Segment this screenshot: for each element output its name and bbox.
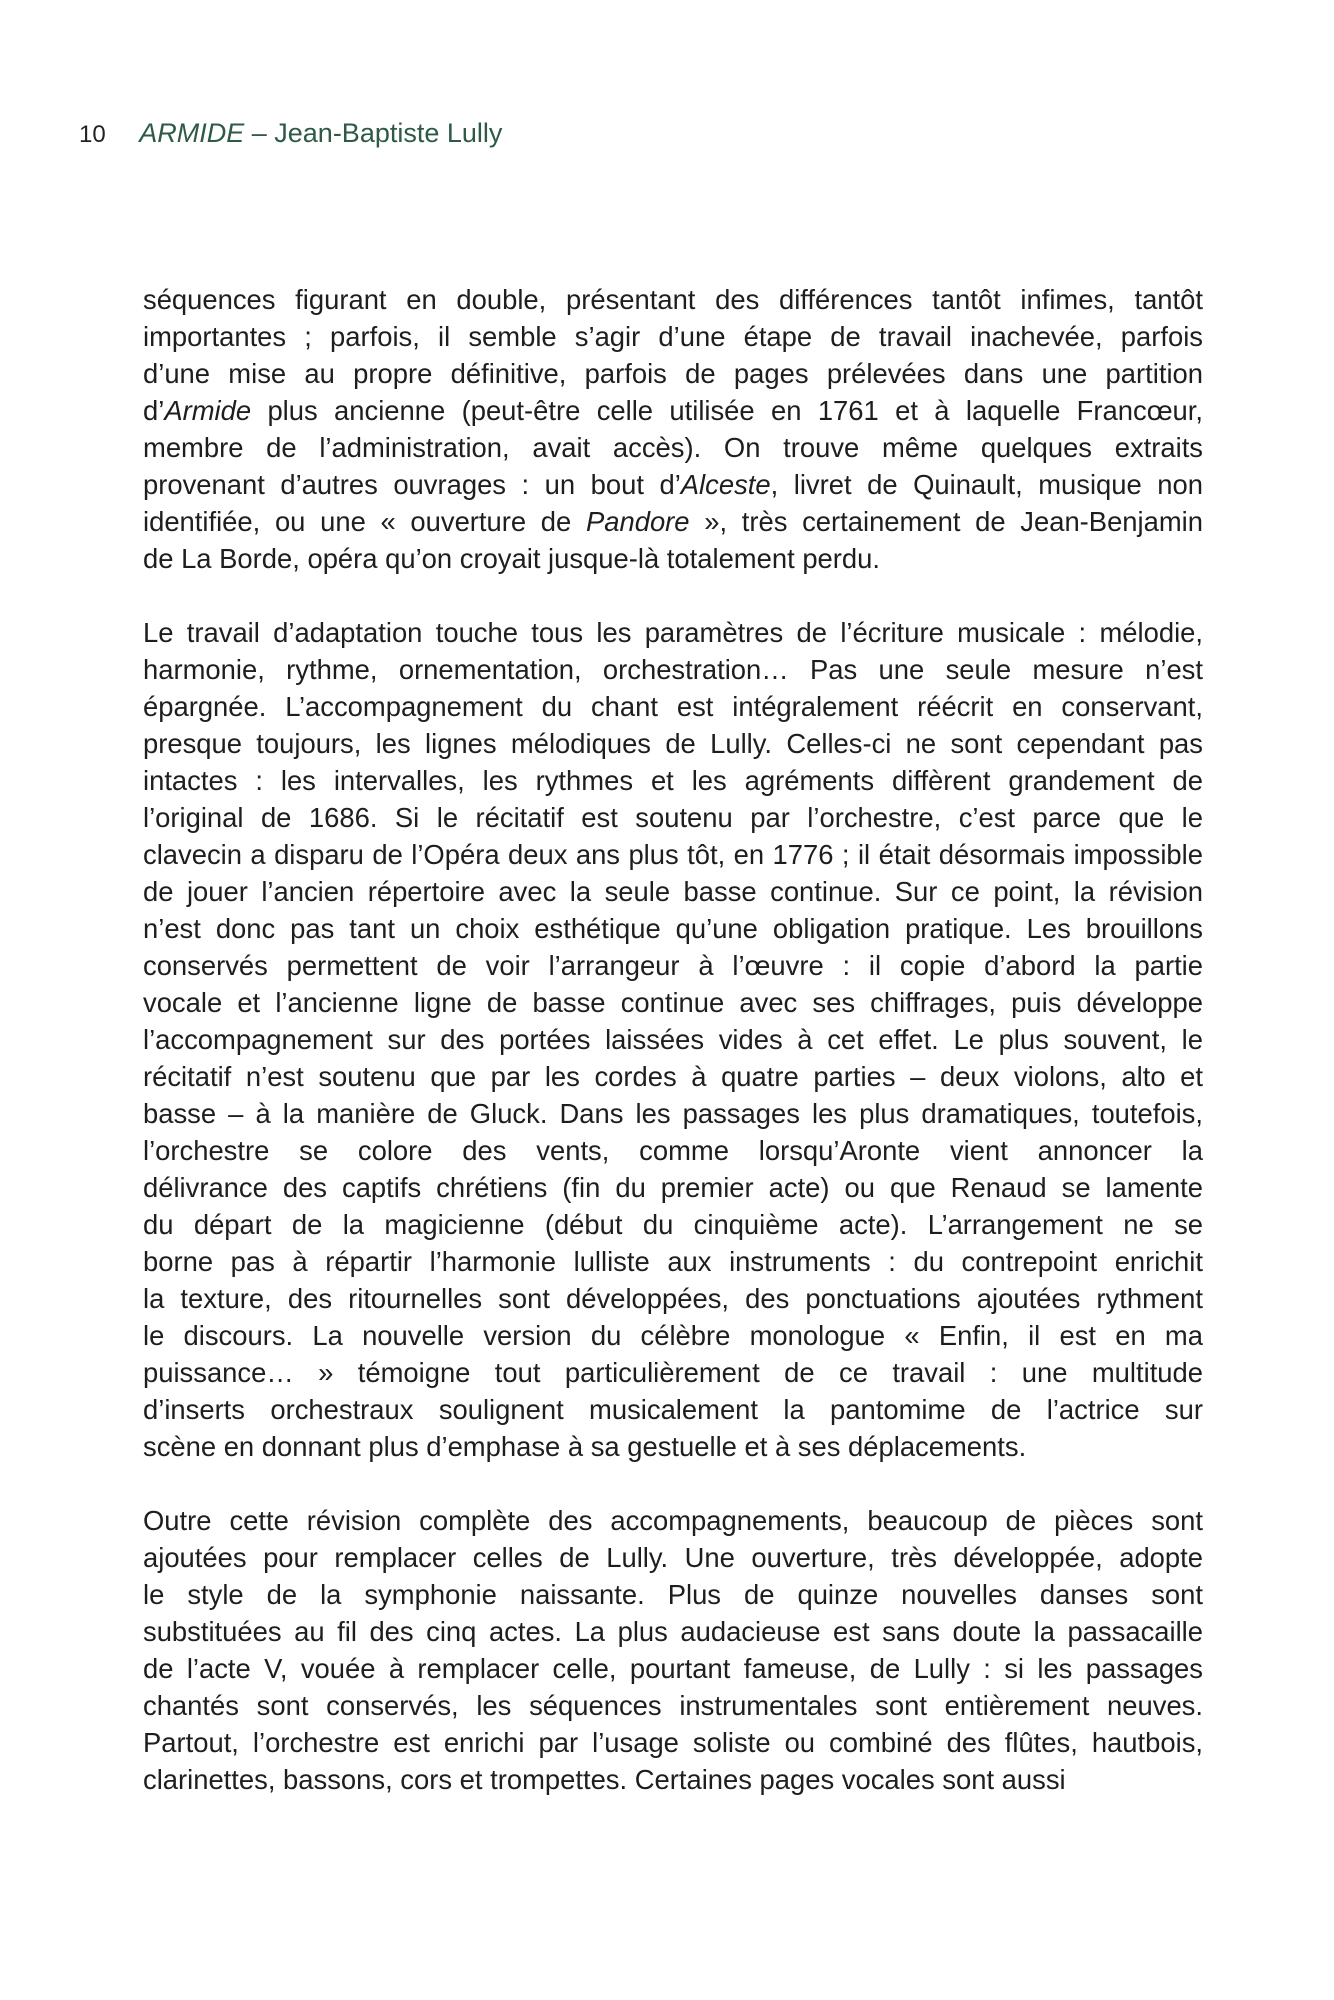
body-text	[143, 281, 1203, 1798]
text-line: importantes ; parfois, il semble s’agir d’une étape de travail inachevée, parfois	[143, 321, 1203, 352]
text-run: identifiée, ou une « ouverture de	[143, 506, 586, 537]
text-line: d’inserts orchestraux soulignent musicalement la pantomime de l’actrice sur	[143, 1394, 1203, 1425]
header-title-italic: ARMIDE	[139, 118, 245, 148]
text-line	[143, 503, 1203, 540]
text-line: de La Borde, opéra qu’on croyait jusque-là totalement perdu.	[143, 543, 880, 574]
text-line	[143, 466, 1203, 503]
text-line: membre de l’administration, avait accès). On trouve même quelques extraits	[143, 432, 1203, 463]
text-line: clavecin a disparu de l’Opéra deux ans plus tôt, en 1776 ; il était désormais impossible	[143, 839, 1203, 870]
text-line: borne pas à répartir l’harmonie lulliste aux instruments : du contrepoint enrichit	[143, 1246, 1203, 1277]
text-line: séquences figurant en double, présentant des différences tantôt infimes, tantôt	[143, 284, 1203, 315]
text-line	[143, 392, 1203, 429]
text-run: plus ancienne (peut-être celle utilisée en 1761 et à laquelle Francœur,	[251, 395, 1203, 426]
paragraph	[143, 614, 1203, 1465]
italic-title: Alceste	[680, 469, 771, 500]
text-line: épargnée. L’accompagnement du chant est intégralement réécrit en conservant,	[143, 691, 1203, 722]
italic-title: Armide	[164, 395, 252, 426]
text-line: récitatif n’est soutenu que par les cordes à quatre parties – deux violons, alto et	[143, 1061, 1203, 1092]
text-line: ajoutées pour remplacer celles de Lully. Une ouverture, très développée, adopte	[143, 1542, 1203, 1573]
text-line: la texture, des ritournelles sont développées, des ponctuations ajoutées rythment	[143, 1283, 1203, 1314]
text-line: le discours. La nouvelle version du célèbre monologue « Enfin, il est en ma	[143, 1320, 1203, 1351]
text-line: conservés permettent de voir l’arrangeur à l’œuvre : il copie d’abord la partie	[143, 950, 1203, 981]
running-header	[79, 116, 502, 152]
text-line: harmonie, rythme, ornementation, orchestration… Pas une seule mesure n’est	[143, 654, 1203, 685]
text-line: basse – à la manière de Gluck. Dans les passages les plus dramatiques, toutefois,	[143, 1098, 1203, 1129]
italic-title: Pandore	[585, 506, 690, 537]
text-line: de jouer l’ancien répertoire avec la seule basse continue. Sur ce point, la révision	[143, 876, 1203, 907]
text-line: l’orchestre se colore des vents, comme lorsqu’Aronte vient annoncer la	[143, 1135, 1203, 1166]
text-line: intactes : les intervalles, les rythmes et les agréments diffèrent grandement de	[143, 765, 1203, 796]
text-line: le style de la symphonie naissante. Plus de quinze nouvelles danses sont	[143, 1579, 1203, 1610]
text-line: puissance… » témoigne tout particulièrement de ce travail : une multitude	[143, 1357, 1203, 1388]
paragraph	[143, 281, 1203, 577]
page-number: 10	[79, 121, 106, 148]
text-run: , livret de Quinault, musique non	[770, 469, 1203, 500]
text-line: Le travail d’adaptation touche tous les paramètres de l’écriture musicale : mélodie,	[143, 617, 1203, 648]
header-title-rest: – Jean-Baptiste Lully	[251, 118, 503, 148]
text-line: Partout, l’orchestre est enrichi par l’usage soliste ou combiné des flûtes, hautbois,	[143, 1727, 1203, 1758]
text-line: délivrance des captifs chrétiens (fin du premier acte) ou que Renaud se lamente	[143, 1172, 1203, 1203]
text-line: n’est donc pas tant un choix esthétique qu’une obligation pratique. Les brouillons	[143, 913, 1203, 944]
text-run: », très certainement de Jean-Benjamin	[689, 506, 1203, 537]
text-line: substituées au fil des cinq actes. La plus audacieuse est sans doute la passacaille	[143, 1616, 1203, 1647]
text-line: l’original de 1686. Si le récitatif est soutenu par l’orchestre, c’est parce que le	[143, 802, 1203, 833]
text-line: scène en donnant plus d’emphase à sa gestuelle et à ses déplacements.	[143, 1431, 1027, 1462]
text-line: presque toujours, les lignes mélodiques de Lully. Celles-ci ne sont cependant pas	[143, 728, 1203, 759]
text-line: d’une mise au propre définitive, parfois de pages prélevées dans une partition	[143, 358, 1203, 389]
text-line: Outre cette révision complète des accompagnements, beaucoup de pièces sont	[143, 1505, 1203, 1536]
text-run: d’	[143, 395, 165, 426]
text-line: de l’acte V, vouée à remplacer celle, pourtant fameuse, de Lully : si les passages	[143, 1653, 1203, 1684]
text-line: vocale et l’ancienne ligne de basse continue avec ses chiffrages, puis développe	[143, 987, 1203, 1018]
text-line: clarinettes, bassons, cors et trompettes. Certaines pages vocales sont aussi	[143, 1764, 1066, 1795]
text-line: du départ de la magicienne (début du cinquième acte). L’arrangement ne se	[143, 1209, 1203, 1240]
text-line: l’accompagnement sur des portées laissées vides à cet effet. Le plus souvent, le	[143, 1024, 1203, 1055]
paragraph	[143, 1502, 1203, 1798]
text-run: provenant d’autres ouvrages : un bout d’	[143, 469, 681, 500]
text-line: chantés sont conservés, les séquences instrumentales sont entièrement neuves.	[143, 1690, 1203, 1721]
